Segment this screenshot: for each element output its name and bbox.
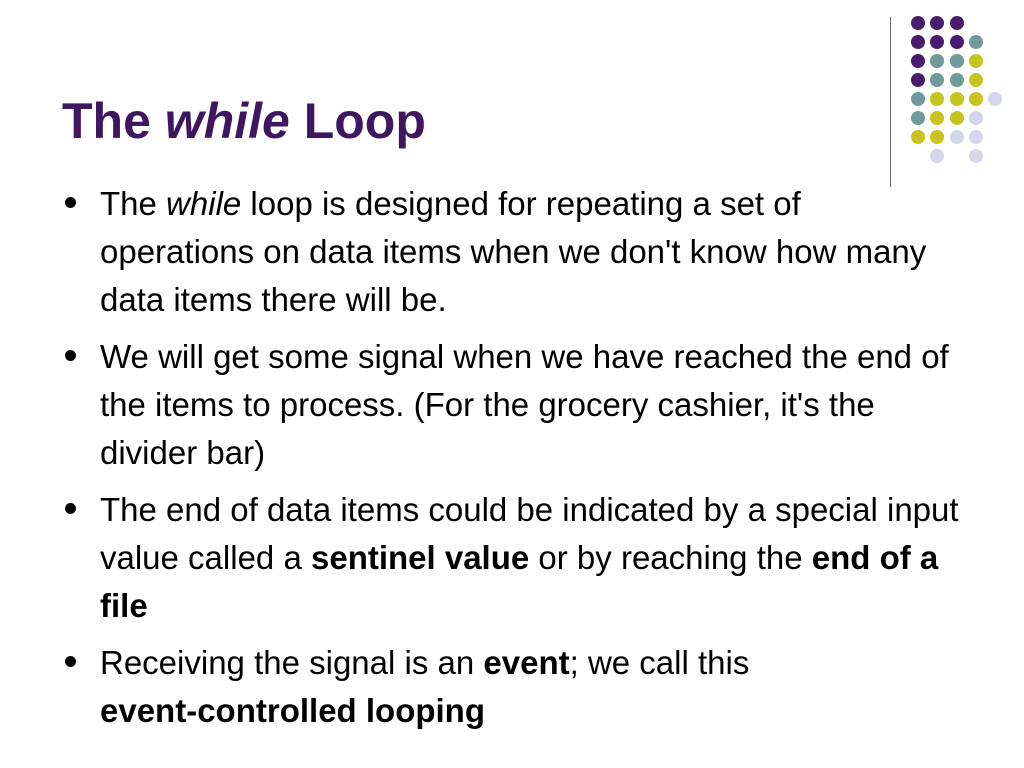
decorative-dot <box>950 73 964 87</box>
decorative-dot <box>930 35 944 49</box>
decorative-dot <box>969 130 983 144</box>
bullet-marker <box>65 503 76 514</box>
decorative-dot <box>969 54 983 68</box>
bullet-item-1 <box>62 180 962 324</box>
title-keyword-while: while <box>164 93 290 149</box>
bullet-3-term-sentinel-value: sentinel value <box>310 539 530 576</box>
decorative-dot <box>950 16 964 30</box>
decorative-dot <box>911 54 925 68</box>
decorative-dot <box>988 92 1002 106</box>
bullet-item-3 <box>62 486 962 630</box>
bullet-marker <box>65 350 76 361</box>
bullet-3-text-middle: or by reaching the <box>529 539 812 576</box>
decorative-divider-line <box>890 17 891 187</box>
bullet-1-text-end: loop is designed for repeating a set of operations on data items when we don't know how many data items there will be. <box>100 185 927 318</box>
bullet-item-2 <box>62 333 962 477</box>
title-text-start: The <box>62 93 165 149</box>
decorative-dot <box>911 16 925 30</box>
bullet-1-keyword-while: while <box>166 185 242 222</box>
decorative-dot <box>950 35 964 49</box>
decorative-dot <box>969 149 983 163</box>
decorative-dot <box>950 130 964 144</box>
slide-title <box>62 88 426 154</box>
bullet-4-text-middle: ; we call this <box>569 644 750 681</box>
decorative-dot <box>969 35 983 49</box>
decorative-dot <box>930 130 944 144</box>
decorative-dot <box>969 92 983 106</box>
decorative-dot <box>969 73 983 87</box>
decorative-dot <box>930 92 944 106</box>
decorative-dot <box>930 111 944 125</box>
decorative-dot <box>930 73 944 87</box>
decorative-dot <box>911 92 925 106</box>
decorative-dot <box>911 130 925 144</box>
bullet-marker <box>65 197 76 208</box>
bullet-4-text-start: Receiving the signal is an <box>100 644 484 681</box>
decorative-dot <box>950 54 964 68</box>
bullet-2-text: We will get some signal when we have reached the end of the items to process. (For the grocery cashier, it's the divider bar) <box>100 338 949 471</box>
bullet-3-text-start: The end of data items could be indicated by a special input value called a <box>100 491 959 576</box>
decorative-dot <box>911 111 925 125</box>
bullet-4-term-event-controlled-looping: event-controlled looping <box>100 692 485 729</box>
title-text-end: Loop <box>289 93 426 149</box>
decorative-dot <box>930 16 944 30</box>
bullet-4-term-event: event <box>483 644 570 681</box>
bullet-marker <box>65 656 76 667</box>
bullet-1-text-start: The <box>100 185 167 222</box>
decorative-dot <box>950 92 964 106</box>
bullet-list <box>62 180 962 744</box>
decorative-dot <box>950 111 964 125</box>
decorative-dot <box>930 149 944 163</box>
bullet-3-term-end-of-file: end of a file <box>100 539 939 624</box>
decorative-dot <box>969 111 983 125</box>
decorative-dot <box>930 54 944 68</box>
decorative-dot <box>911 35 925 49</box>
bullet-item-4 <box>62 639 962 735</box>
decorative-dot <box>911 73 925 87</box>
